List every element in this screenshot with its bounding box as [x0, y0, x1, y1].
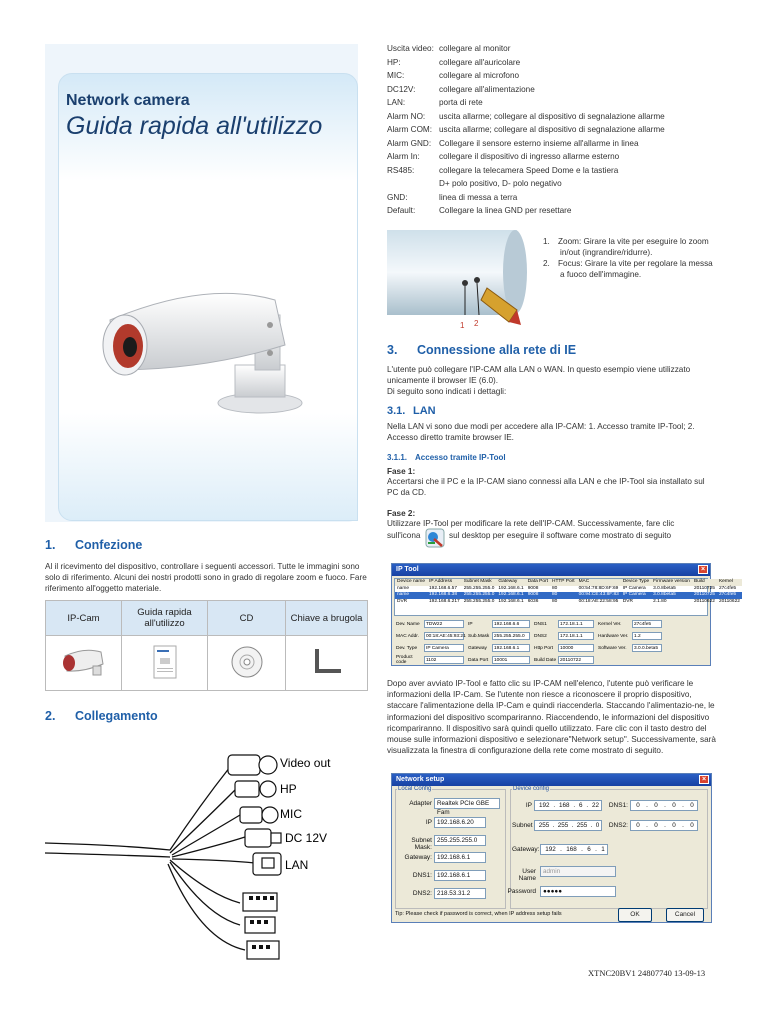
detail-value: 1102	[424, 656, 464, 664]
connection-row	[387, 56, 717, 70]
device-password-label: Password	[507, 888, 536, 895]
connection-row	[387, 204, 717, 218]
accessory-guide: Guida rapida all'utilizzo	[122, 601, 208, 636]
footer-code: XTNC20BV1 24807740 13-09-13	[588, 968, 706, 978]
table-cell: 80	[550, 592, 577, 599]
accessory-cd: CD	[208, 601, 286, 636]
ip-separator: .	[581, 846, 583, 853]
fase2-text-c: sul desktop per eseguire il software come mostrato di seguito	[449, 531, 672, 540]
device-ip-label: IP	[525, 802, 532, 809]
ip-separator: .	[646, 822, 648, 829]
guide-thumbnail-icon	[153, 645, 177, 679]
iptool-table	[395, 579, 742, 605]
detail-label: Build Date	[534, 657, 557, 663]
column-header[interactable]: HTTP Port	[551, 579, 575, 584]
ip-octet: 0	[690, 822, 694, 829]
section3-heading	[387, 343, 576, 357]
close-icon[interactable]: ×	[698, 565, 708, 574]
table-cell: 27c4fe5	[717, 592, 742, 599]
connection-row	[387, 191, 717, 205]
device-ip-input[interactable]	[534, 800, 602, 811]
ip-separator: .	[664, 802, 666, 809]
section1-number: 1.	[45, 538, 56, 552]
table-cell: 255.255.255.0	[463, 598, 495, 604]
connection-value: uscita allarme; collegare al dispositivo di segnalazione allarme	[439, 125, 665, 134]
ip-separator: .	[573, 802, 576, 809]
table-cell: 80	[551, 585, 558, 591]
table-cell: 27c4fe5	[718, 585, 737, 591]
table-header-row	[395, 579, 742, 586]
table-cell: IP Camera	[622, 585, 646, 591]
connection-value: collegare il dispositivo di ingresso allarme esterno	[439, 152, 620, 161]
ip-octet: 1	[601, 846, 605, 853]
detail-value: 1.2	[632, 632, 662, 640]
ip-separator: .	[646, 802, 648, 809]
ip-octet: 255	[576, 822, 588, 829]
connection-key	[387, 177, 439, 191]
ip-octet: 0	[636, 822, 640, 829]
device-dns2-label: DNS2:	[608, 822, 628, 829]
section3-text1: L'utente può collegare l'IP-CAM alla LAN o WAN. In questo esempio viene utilizzato unicamente il browser IE (6.0).	[387, 365, 691, 386]
ip-separator: .	[553, 802, 556, 809]
detail-label: Data Port	[468, 657, 489, 663]
column-header[interactable]: Build	[692, 579, 717, 586]
camera-thumbnail-icon	[59, 644, 109, 679]
column-header[interactable]: Subnet Mask	[462, 579, 497, 586]
table-cell: 9008	[527, 585, 539, 591]
detail-label: Kernel Ver.	[598, 621, 622, 627]
table-cell: 80	[551, 598, 558, 604]
cable-diagram	[40, 745, 370, 970]
connection-key: HP:	[387, 57, 401, 67]
device-gateway-label: Gateway:	[512, 846, 540, 853]
netsetup-titlebar	[392, 774, 711, 786]
local-gateway-label: Gateway:	[404, 854, 432, 861]
ip-octet: 255	[557, 822, 569, 829]
adapter-label: Adapter	[409, 800, 432, 807]
cable-label-video-out: Video out	[280, 756, 331, 770]
local-dns1-label: DNS1:	[412, 872, 432, 879]
fase1-text: Accertarsi che il PC e la IP-CAM siano connessi alla LAN e che IP-Tool sia installato sul PC da CD.	[387, 477, 705, 498]
device-subnet-input[interactable]	[534, 820, 602, 831]
table-cell: 20110725	[693, 592, 715, 597]
fase2-text-b: sull'icona	[387, 531, 421, 540]
cancel-button[interactable]: Cancel	[666, 908, 704, 922]
connection-key: RS485:	[387, 165, 415, 175]
connection-row	[387, 123, 717, 137]
detail-value: 20110722	[558, 656, 594, 664]
accessories-table	[45, 600, 368, 691]
connection-key: Uscita video:	[387, 44, 434, 53]
netsetup-title: Network setup	[396, 776, 445, 783]
ip-octet: 0	[595, 822, 600, 829]
close-icon[interactable]: ×	[699, 775, 709, 784]
table-cell: 3.0.8beta5	[653, 585, 676, 591]
detail-label: DNS1	[534, 621, 547, 627]
section31-title: LAN	[413, 405, 436, 417]
netsetup-tip: Tip: Please check if password is correct, when IP address setup fails	[395, 911, 562, 917]
detail-value: 255.255.255.0	[492, 632, 530, 640]
detail-label: MAC Addr.	[396, 633, 419, 639]
detail-value: TDW22	[424, 620, 464, 628]
section311b-text: Dopo aver avviato IP-Tool e fatto clic su IP-CAM nell'elenco, l'utente può verificare le informazioni della IP-Cam. Se l'utente non riesce a riconoscere il proprio dispositivo, staccare l'alimentazione della IP-Cam e quindi riaccenderla. Staccando l'alimentazio-ne, le informazioni del dispositivo scompariranno. Riaccendendo, le informazioni del dispositivo ricompariranno. Il dispositivo sarà quindi quello utilizzato. Fare clic con il tasto destro del mouse sulle informazioni dispositivo e selezionare"Network setup". Successivamente, sarà visualizzata la finestra di configurazione della rete come mostrato di seguito.	[387, 679, 716, 756]
ip-separator: .	[682, 802, 684, 809]
ip-octet: 0	[636, 802, 640, 809]
device-config-label: Device config	[513, 786, 550, 792]
table-cell: 20110622	[693, 598, 715, 604]
table-cell: 192.168.6.1	[498, 592, 524, 597]
column-header[interactable]: MAC	[577, 579, 621, 586]
device-dns1-input[interactable]	[630, 800, 698, 811]
iptool-details	[396, 618, 706, 666]
table-cell: name	[397, 585, 409, 591]
guide-thumb	[122, 636, 208, 691]
ip-separator: .	[571, 822, 574, 829]
detail-label: Dev. Name	[396, 621, 420, 627]
ip-separator: .	[595, 846, 597, 853]
section31-text: Nella LAN vi sono due modi per accedere alla IP-CAM: 1. Accesso tramite IP-Tool; 2. Accesso diretto tramite browser IE.	[387, 422, 695, 443]
table-cell: 3.0.8beta5	[651, 592, 692, 599]
camera-image	[85, 285, 315, 420]
iptool-window	[391, 563, 740, 666]
table-cell: 192.168.6.57	[429, 585, 458, 591]
table-cell: IP Camera	[621, 592, 651, 599]
table-cell: 192.168.6.1	[498, 585, 524, 591]
connection-key: MIC:	[387, 71, 405, 80]
connection-value: collegare la telecamera Speed Dome e la tastiera	[439, 165, 619, 175]
table-cell: 00:18:AE:22:58:95	[578, 598, 619, 604]
table-cell: 255.255.255.0	[463, 585, 495, 591]
table-cell: 9008	[526, 592, 550, 599]
table-cell: 255.255.255.0	[463, 592, 495, 597]
ip-octet: 168	[566, 846, 577, 853]
adapter-select[interactable]: Realtek PCIe GBE Fam	[434, 798, 500, 809]
device-dns1-label: DNS1:	[608, 802, 628, 809]
detail-label: DNS2	[534, 633, 547, 639]
detail-label: Gateway	[468, 645, 487, 651]
cable-label-mic: MIC	[280, 807, 302, 821]
connection-row	[387, 177, 717, 191]
connection-value: porta di rete	[439, 98, 483, 107]
section3-text2: Di seguito sono indicati i dettagli:	[387, 387, 507, 396]
ip-octet: 255	[538, 822, 550, 829]
section3-title: Connessione alla rete di IE	[417, 343, 577, 357]
ip-octet: 0	[654, 802, 658, 809]
connection-row	[387, 150, 717, 164]
connection-row	[387, 137, 717, 151]
section2-title: Collegamento	[75, 709, 158, 723]
table-cell: 20110725	[693, 585, 715, 591]
connection-key: LAN:	[387, 98, 406, 107]
accessory-ipcam: IP-Cam	[46, 601, 122, 636]
detail-label: Dev. Type	[396, 645, 418, 651]
cd-icon	[230, 645, 264, 679]
section2-number: 2.	[45, 709, 56, 723]
column-header[interactable]: Device Type	[622, 579, 650, 584]
column-header[interactable]: IP Address	[427, 579, 462, 586]
section2-heading	[45, 709, 158, 723]
connection-value: linea di messa a terra	[439, 192, 518, 202]
column-header[interactable]: Data Port	[527, 579, 548, 584]
connection-row	[387, 164, 717, 178]
table-cell: 2.1.80	[653, 598, 667, 604]
table-cell: 192.168.6.1	[498, 598, 524, 604]
ipcam-thumb	[46, 636, 122, 691]
iptool-title: IP Tool	[396, 566, 419, 573]
detail-value: IP Camera	[424, 644, 464, 652]
table-row[interactable]	[395, 599, 742, 606]
detail-value: 172.18.1.1	[558, 632, 594, 640]
connection-row	[387, 110, 717, 124]
fase2-label: Fase 2:	[387, 509, 416, 518]
detail-value: 192.168.6.1	[492, 644, 530, 652]
iptool-app-icon[interactable]	[425, 528, 445, 548]
detail-value: 10000	[558, 644, 594, 652]
detail-row	[396, 642, 706, 654]
section1-title: Confezione	[75, 538, 143, 552]
connection-value: collegare all'auricolare	[439, 57, 521, 67]
iptool-device-list[interactable]	[394, 578, 740, 616]
cable-label-lan: LAN	[285, 858, 309, 872]
local-subnet-label: Subnet Mask:	[411, 837, 432, 851]
detail-label: Http Port	[534, 645, 553, 651]
ip-octet: 192	[545, 846, 556, 853]
wrench-thumb	[286, 636, 368, 691]
lens-label-2: 2	[474, 319, 479, 328]
local-gateway-value: 192.168.6.1	[434, 852, 486, 863]
ok-button[interactable]: OK	[618, 908, 652, 922]
connection-key: Default:	[387, 206, 416, 215]
cover-title: Guida rapida all'utilizzo	[66, 112, 323, 140]
connection-value: collegare al monitor	[439, 44, 511, 53]
detail-label: Software Ver.	[598, 645, 627, 651]
connection-value: uscita allarme; collegare al dispositivo di segnalazione allarme	[439, 111, 665, 121]
detail-label: Product code	[396, 655, 413, 665]
ip-separator: .	[560, 846, 562, 853]
table-cell: 192.168.6.217	[429, 598, 460, 604]
detail-row	[396, 618, 706, 630]
local-ip-label: IP	[425, 819, 432, 826]
connection-key: GND:	[387, 192, 408, 202]
allen-key-icon	[307, 645, 347, 679]
connection-key: Alarm COM:	[387, 125, 433, 134]
lens-label-1: 1	[460, 321, 465, 330]
detail-row	[396, 654, 706, 666]
section1-heading	[45, 538, 142, 552]
lens-image	[387, 230, 535, 333]
detail-row	[396, 630, 706, 642]
lens-note-zoom: 1. Zoom: Girare la vite per eseguire lo zoom in/out (ingrandire/ridurre).	[543, 237, 709, 258]
section311-heading: 3.1.1. Accesso tramite IP-Tool	[387, 453, 506, 462]
detail-label: Hardware Ver.	[598, 633, 629, 639]
network-setup-window	[391, 773, 712, 923]
connection-row	[387, 69, 717, 83]
table-cell: 00:94:CE:43:8F:83	[578, 592, 619, 597]
cable-label-dc12v: DC 12V	[285, 831, 328, 845]
cover-subtitle: Network camera	[66, 92, 190, 109]
connection-row	[387, 83, 717, 97]
section3-number: 3.	[387, 343, 398, 357]
device-subnet-label: Subnet	[512, 822, 533, 829]
connection-row	[387, 42, 717, 56]
local-dns2-label: DNS2:	[412, 890, 432, 897]
connection-value: collegare al microfono	[439, 71, 520, 80]
column-header[interactable]: Kernel	[717, 579, 742, 586]
ip-separator: .	[590, 822, 593, 829]
device-user-input[interactable]: admin	[540, 866, 616, 877]
connection-key: DC12V:	[387, 84, 416, 94]
device-password-input[interactable]: ●●●●●	[540, 886, 616, 897]
iptool-titlebar	[392, 564, 710, 576]
cd-thumb	[208, 636, 286, 691]
ip-separator: .	[552, 822, 555, 829]
section31-heading	[387, 405, 436, 417]
local-dns2-value: 218.53.31.2	[434, 888, 486, 899]
ip-octet: 192	[538, 802, 550, 809]
section31-number: 3.1.	[387, 405, 406, 417]
device-dns2-input[interactable]	[630, 820, 698, 831]
connection-value: Collegare la linea GND per resettare	[439, 206, 572, 215]
local-ip-value: 192.168.6.20	[434, 817, 486, 828]
connection-value: Collegare il sensore esterno insieme all'allarme in linea	[439, 138, 639, 148]
section1-text: Al il ricevimento del dispositivo, controllare i seguenti accessori. Tutte le immagini sono solo di riferimento. Alcuni dei nostri prodotti sono in grado di regolare zoom e fuoco. Fare riferimento all'oggetto materiale.	[45, 562, 367, 594]
detail-label: Sub.Mask	[468, 633, 490, 639]
fase1-label: Fase 1:	[387, 467, 416, 476]
device-gateway-input[interactable]	[540, 844, 608, 855]
local-config-label: Local Config	[398, 786, 432, 792]
ip-octet: 6	[587, 846, 591, 853]
connections-list	[387, 42, 717, 218]
column-header[interactable]: Device name	[397, 579, 425, 584]
lens-note-focus: 2. Focus: Girare la vite per regolare la messa a fuoco dell'immagine.	[543, 259, 713, 280]
detail-value: 10001	[492, 656, 530, 664]
accessory-wrench: Chiave a brugola	[286, 601, 368, 636]
ip-octet: 22	[591, 802, 599, 809]
cable-label-hp: HP	[280, 782, 297, 796]
ip-octet: 0	[672, 802, 676, 809]
detail-label: IP	[468, 621, 473, 627]
column-header[interactable]: Firmware version	[653, 579, 690, 584]
local-subnet-value: 255.255.255.0	[434, 835, 486, 846]
ip-octet: 0	[690, 802, 694, 809]
connection-key: Alarm NO:	[387, 111, 426, 121]
ip-separator: .	[586, 802, 589, 809]
table-cell: 192.168.6.38	[427, 592, 462, 599]
connection-key: Alarm In:	[387, 152, 420, 161]
fase2-text-a: Utilizzare IP-Tool per modificare la rete dell'IP-CAM. Successivamente, fare clic	[387, 519, 675, 528]
table-cell: 00:54:78:8D:6F:69	[578, 585, 619, 591]
detail-value: 27c4fe5	[632, 620, 662, 628]
connection-key: Alarm GND:	[387, 138, 432, 148]
detail-value: 192.168.6.6	[492, 620, 530, 628]
ip-octet: 168	[558, 802, 570, 809]
ip-separator: .	[682, 822, 684, 829]
table-cell: 20110622	[718, 598, 740, 604]
connection-row	[387, 96, 717, 110]
ip-octet: 0	[672, 822, 676, 829]
ip-separator: .	[664, 822, 666, 829]
table-cell: name	[395, 592, 427, 599]
table-cell: DVR	[397, 598, 408, 604]
detail-value: 00:18:AE:45:93:21	[426, 634, 466, 639]
table-cell: 6036	[527, 598, 539, 604]
column-header[interactable]: Gateway	[496, 579, 525, 586]
local-dns1-value: 192.168.6.1	[434, 870, 486, 881]
detail-value: 3.0.0.beta5	[632, 644, 662, 652]
device-user-label: User Name	[518, 868, 536, 882]
netsetup-body	[392, 786, 711, 922]
detail-value: 172.18.1.1	[558, 620, 594, 628]
connection-value: D+ polo positivo, D- polo negativo	[439, 179, 562, 188]
connection-value: collegare all'alimentazione	[439, 84, 535, 94]
ip-octet: 6	[578, 802, 583, 809]
ip-octet: 0	[654, 822, 658, 829]
table-cell: DVR	[622, 598, 633, 604]
